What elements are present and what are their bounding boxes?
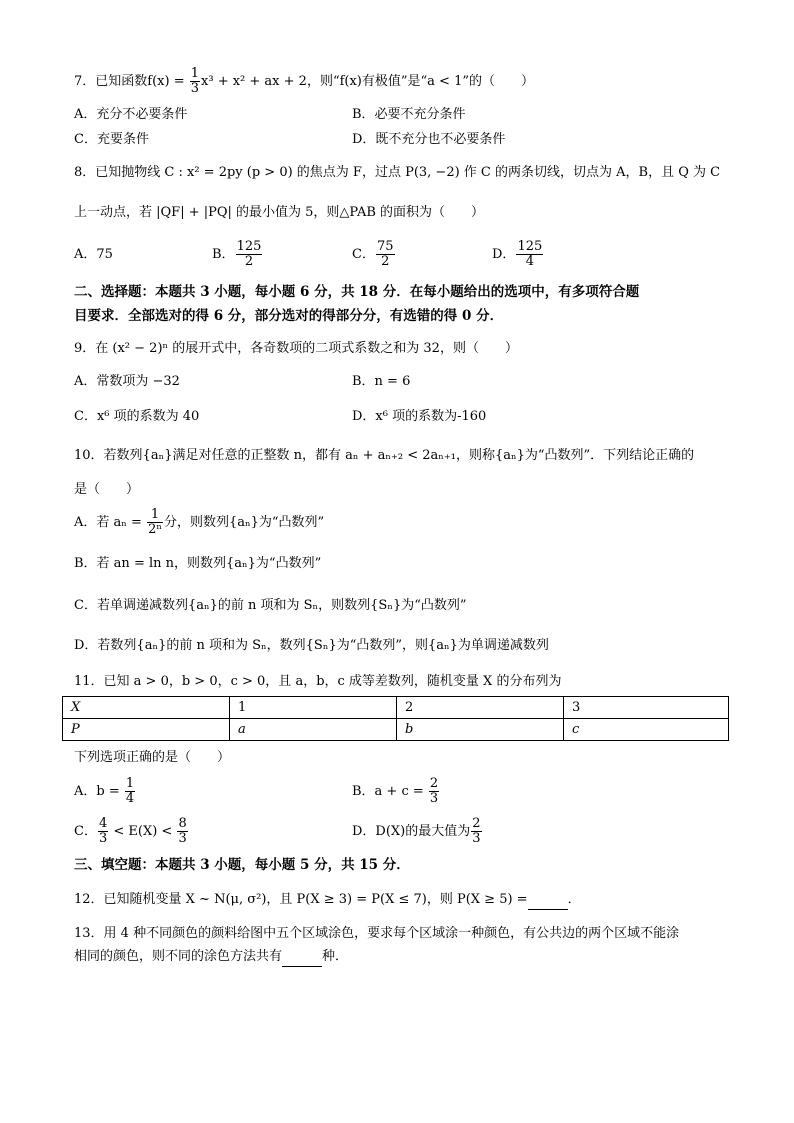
table-row	[63, 719, 729, 741]
q12-stem: 12．已知随机变量 X ~ N(μ, σ²)，且 P(X ≥ 3) = P(X ≤ 7)，则 P(X ≥ 5) = ．	[74, 891, 581, 910]
table-cell: c	[564, 719, 729, 741]
q7-fraction: $\frac{1}{3}$	[190, 66, 200, 96]
section-2-header-line2: 目要求．全部选对的得 6 分，部分选对的得部分分，有选错的得 0 分．	[74, 308, 504, 324]
table-cell: P	[63, 719, 230, 741]
q7-option-c[interactable]: C．充要条件	[74, 132, 149, 147]
q11-option-b[interactable]: B．a + c = $\frac{2}{3}$	[352, 776, 439, 806]
q7-stem: 7．已知函数f(x) = $\frac{1}{3}$ x³ + x² + ax + 2，则“f(x)有极值”是“a < 1”的（ ）	[74, 66, 534, 96]
q11-option-d[interactable]: D．D(X)的最大值为 $\frac{2}{3}$	[352, 816, 481, 846]
q13-stem-line2: 相同的颜色，则不同的涂色方法共有 种．	[74, 948, 348, 967]
q7-option-b[interactable]: B．必要不充分条件	[352, 107, 466, 122]
q11-prompt: 下列选项正确的是（ ）	[74, 750, 231, 765]
table-cell: a	[230, 719, 397, 741]
table-cell: b	[397, 719, 564, 741]
q8-option-b[interactable]: B． $\frac{125}{2}$	[212, 239, 262, 269]
q9-stem: 9．在 (x² − 2)ⁿ 的展开式中，各奇数项的二项式系数之和为 32，则（ ）	[74, 341, 518, 356]
q11-stem: 11．已知 a > 0，b > 0，c > 0，且 a，b，c 成等差数列，随机变量 X 的分布列为	[74, 674, 562, 689]
q10-option-d[interactable]: D．若数列{aₙ}的前 n 项和为 Sₙ，数列{Sₙ}为“凸数列”，则{aₙ}为单调递减数列	[74, 638, 549, 653]
q13-stem-line1: 13．用 4 种不同颜色的颜料给图中五个区域涂色，要求每个区域涂一种颜色，有公共边的两个区域不能涂	[74, 926, 680, 941]
table-cell: X	[63, 697, 230, 719]
table-cell: 1	[230, 697, 397, 719]
q8-stem-line1: 8．已知抛物线 C : x² = 2py (p > 0) 的焦点为 F，过点 P(3, −2) 作 C 的两条切线，切点为 A，B，且 Q 为 C	[74, 165, 721, 180]
q9-option-d[interactable]: D．x⁶ 项的系数为-160	[352, 409, 487, 424]
distribution-table	[62, 696, 729, 741]
q8-stem-line2: 上一动点，若 |QF| + |PQ| 的最小值为 5，则△PAB 的面积为（ ）	[74, 205, 485, 220]
q7-option-a[interactable]: A．充分不必要条件	[74, 107, 188, 122]
q11-option-c[interactable]: C． $\frac{4}{3}$ < E(X) < $\frac{8}{3}$	[74, 816, 187, 846]
q9-option-c[interactable]: C．x⁶ 项的系数为 40	[74, 409, 200, 424]
table-cell: 3	[564, 697, 729, 719]
section-3-header: 三、填空题：本题共 3 小题，每小题 5 分，共 15 分．	[74, 857, 410, 873]
section-2-header-line1: 二、选择题：本题共 3 小题，每小题 6 分，共 18 分．在每小题给出的选项中，有多项符合题	[74, 284, 640, 300]
q13-answer-blank[interactable]	[282, 948, 322, 967]
q10-option-a[interactable]: A．若 aₙ = $\frac{1}{\text{2ⁿ}}$ 分，则数列{aₙ}为“凸数列”	[74, 507, 325, 537]
q9-option-b[interactable]: B．n = 6	[352, 374, 411, 389]
q9-option-a[interactable]: A．常数项为 −32	[74, 374, 180, 389]
q8-option-a[interactable]: A．75	[74, 247, 113, 262]
q8-option-d[interactable]: D． $\frac{125}{4}$	[492, 239, 543, 269]
table-cell: 2	[397, 697, 564, 719]
table-row	[63, 697, 729, 719]
q10-option-c[interactable]: C．若单调递减数列{aₙ}的前 n 项和为 Sₙ，则数列{Sₙ}为“凸数列”	[74, 598, 467, 613]
q7-option-d[interactable]: D．既不充分也不必要条件	[352, 132, 506, 147]
q10-stem-line1: 10．若数列{aₙ}满足对任意的正整数 n，都有 aₙ + aₙ₊₂ < 2aₙ₊₁，则称{aₙ}为“凸数列”．下列结论正确的	[74, 448, 695, 463]
q11-option-a[interactable]: A．b = $\frac{1}{4}$	[74, 776, 135, 806]
q12-answer-blank[interactable]	[528, 891, 568, 910]
q10-stem-line2: 是（ ）	[74, 482, 140, 497]
q8-option-c[interactable]: C． $\frac{75}{2}$	[352, 239, 394, 269]
q10-option-b[interactable]: B．若 an = ln n，则数列{aₙ}为“凸数列”	[74, 556, 322, 571]
